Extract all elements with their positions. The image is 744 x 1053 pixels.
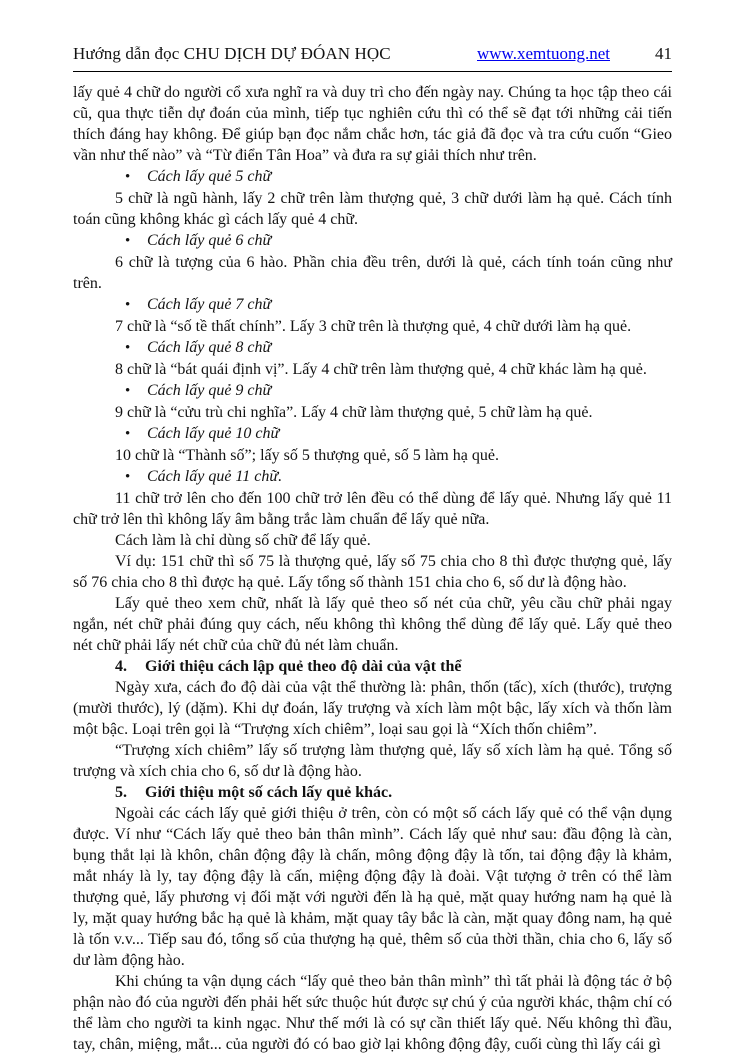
bullet-dot-icon: • — [125, 469, 131, 485]
paragraph: 5 chữ là ngũ hành, lấy 2 chữ trên làm thượng quẻ, 3 chữ dưới làm hạ quẻ. Cách tính toán cũng không khác gì cách lấy quẻ 4 chữ. — [73, 190, 672, 228]
header-divider — [73, 71, 672, 72]
paragraph: Khi chúng ta vận dụng cách “lấy quẻ theo bản thân mình” thì tất phải là động tác ở bộ phận nào đó của người đến phải hết sức thuộc hút được sự chú ý của người khác, thậm chí có thể làm cho người ta kinh ngạc. Như thế mới là có sự cần thiết lấy quẻ. Nếu không thì đầu, tay, chân, miệng, mắt... của người đó có bao giờ lại không động đậy, cuối cùng thì lấy cái gì — [73, 973, 672, 1053]
heading-text: Giới thiệu một số cách lấy quẻ khác. — [145, 784, 393, 801]
section-heading — [73, 656, 672, 677]
page-header — [73, 44, 672, 64]
page-number: 41 — [655, 44, 672, 63]
heading-number: 4. — [115, 658, 127, 675]
bullet-label: Cách lấy quẻ 8 chữ — [147, 339, 272, 356]
paragraph: 6 chữ là tượng của 6 hào. Phần chia đều trên, dưới là quẻ, cách tính toán cũng như trên. — [73, 254, 672, 292]
heading-text: Giới thiệu cách lập quẻ theo độ dài của vật thể — [145, 658, 462, 675]
bullet-item — [73, 230, 672, 252]
paragraph: Ngày xưa, cách đo độ dài của vật thể thường là: phân, thốn (tấc), xích (thước), trượng (mười thước), lý (dặm). Khi dự đoán, lấy trượng và xích làm một bậc, lấy xích và thốn làm một bậc. Loại trên gọi là “Trượng xích chiêm”, loại sau gọi là “Xích thốn chiêm”. — [73, 679, 672, 738]
bullet-item — [73, 337, 672, 359]
paragraph: 8 chữ là “bát quái định vị”. Lấy 4 chữ trên làm thượng quẻ, 4 chữ khác làm hạ quẻ. — [115, 361, 647, 378]
bullet-dot-icon: • — [125, 297, 131, 313]
paragraph: 10 chữ là “Thành số”; lấy số 5 thượng quẻ, số 5 làm hạ quẻ. — [115, 447, 499, 464]
header-link[interactable]: www.xemtuong.net — [477, 44, 610, 63]
bullet-label: Cách lấy quẻ 6 chữ — [147, 232, 272, 249]
paragraph: Lấy quẻ theo xem chữ, nhất là lấy quẻ theo số nét của chữ, yêu cầu chữ phải ngay ngắn, nét chữ phải đúng quy cách, nếu không thì không thể dùng để lấy quẻ. Lấy quẻ theo nét chữ phải lấy nét chữ của chữ đủ nét làm chuẩn. — [73, 595, 672, 654]
header-title: Hướng dẫn đọc CHU DỊCH DỰ ĐÓAN HỌC — [73, 44, 391, 63]
page-body — [73, 82, 672, 1053]
bullet-label: Cách lấy quẻ 5 chữ — [147, 168, 272, 185]
paragraph: Cách làm là chỉ dùng số chữ để lấy quẻ. — [115, 532, 371, 549]
bullet-dot-icon: • — [125, 169, 131, 185]
paragraph: lấy quẻ 4 chữ do người cổ xưa nghĩ ra và duy trì cho đến ngày nay. Chúng ta học tập theo cái cũ, qua thực tiễn dự đoán của mình, tiếp tục nghiên cứu thì có thể sẽ đạt tới những cải tiến thích đáng hay không. Để giúp bạn đọc nắm chắc hơn, tác giả đã đọc và tra cứu cuốn “Gieo vần như thế nào” và “Từ điển Tân Hoa” và đưa ra sự giải thích như trên. — [73, 84, 672, 164]
bullet-label: Cách lấy quẻ 9 chữ — [147, 382, 272, 399]
bullet-item — [73, 166, 672, 188]
paragraph: Ví dụ: 151 chữ thì số 75 là thượng quẻ, lấy số 75 chia cho 8 thì được thượng quẻ, lấy số 76 chia cho 8 thì được hạ quẻ. Lấy tổng số thành 151 chia cho 6, số dư là động hào. — [73, 553, 672, 591]
bullet-dot-icon: • — [125, 426, 131, 442]
paragraph: 9 chữ là “cửu trù chi nghĩa”. Lấy 4 chữ làm thượng quẻ, 5 chữ làm hạ quẻ. — [115, 404, 593, 421]
bullet-dot-icon: • — [125, 340, 131, 356]
paragraph: 7 chữ là “số tề thất chính”. Lấy 3 chữ trên là thượng quẻ, 4 chữ dưới làm hạ quẻ. — [115, 318, 632, 335]
section-heading — [73, 782, 672, 803]
bullet-label: Cách lấy quẻ 10 chữ — [147, 425, 280, 442]
bullet-label: Cách lấy quẻ 7 chữ — [147, 296, 272, 313]
bullet-item — [73, 423, 672, 445]
paragraph: “Trượng xích chiêm” lấy số trượng làm thượng quẻ, lấy số xích làm hạ quẻ. Tổng số trượng và xích chia cho 6, số dư là động hào. — [73, 742, 672, 780]
bullet-item — [73, 294, 672, 316]
paragraph: 11 chữ trở lên cho đến 100 chữ trở lên đều có thể dùng để lấy quẻ. Nhưng lấy quẻ 11 chữ trở lên thì không lấy âm bằng trắc làm chuẩn để lấy quẻ nữa. — [73, 490, 672, 528]
bullet-label: Cách lấy quẻ 11 chữ. — [147, 468, 283, 485]
bullet-item — [73, 466, 672, 488]
heading-number: 5. — [115, 784, 127, 801]
paragraph: Ngoài các cách lấy quẻ giới thiệu ở trên, còn có một số cách lấy quẻ có thể vận dụng được. Ví như “Cách lấy quẻ theo bản thân mình”. Cách lấy quẻ như sau: đầu động là càn, bụng thắt lại là khôn, chân động đậy là chấn, mông động đậy là tốn, tai động đậy là khảm, mắt nháy là ly, tay động đậy là cấn, miệng động đậy là đoài. Vật tượng ở trên có thể làm thượng quẻ, lấy phương vị đối mặt với người đến là hạ quẻ, mặt quay hướng nam hạ quẻ là ly, mặt quay hướng bắc hạ quẻ là khảm, mặt quay tây bắc là càn, mặt quay đông nam, hạ quẻ là tốn v.v... Tiếp sau đó, tổng số của thượng hạ quẻ, thêm số của thời thần, chia cho 6, lấy số dư làm động hào. — [73, 805, 672, 969]
bullet-item — [73, 380, 672, 402]
bullet-dot-icon: • — [125, 383, 131, 399]
bullet-dot-icon: • — [125, 233, 131, 249]
